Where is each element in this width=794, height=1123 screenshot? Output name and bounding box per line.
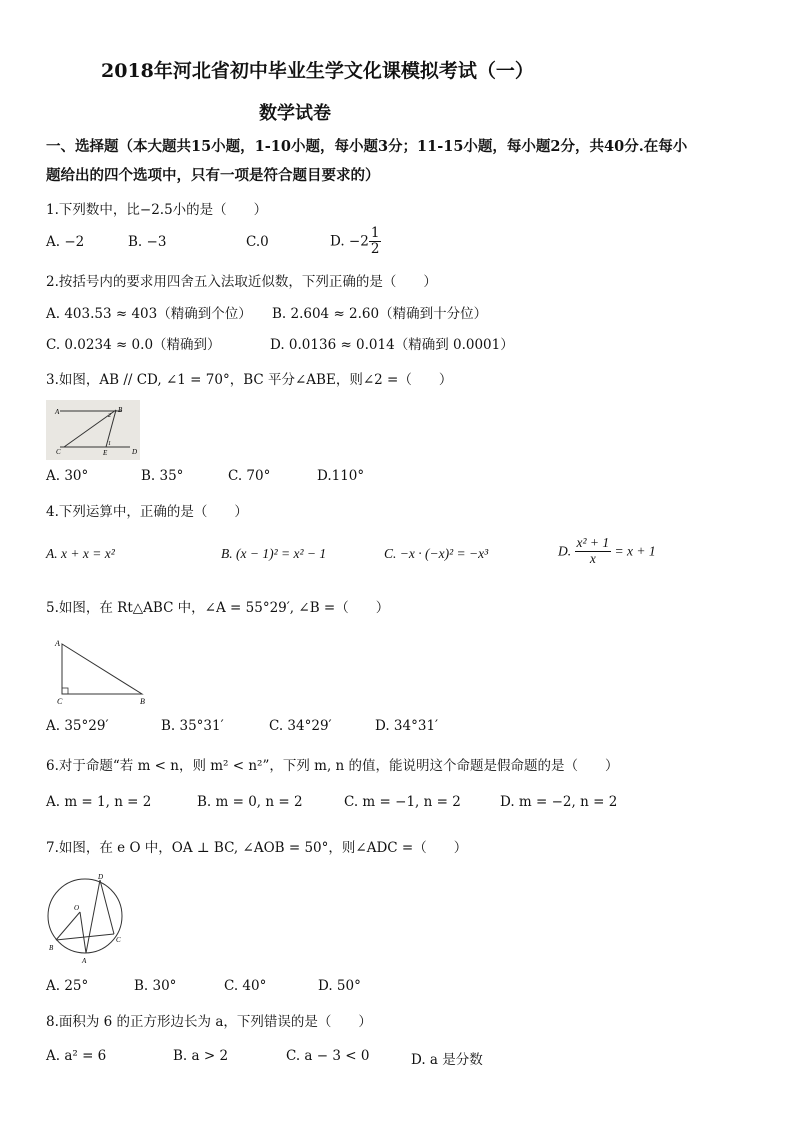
q6-stem: 6.对于命题“若 m < n，则 m² < n²”，下列 m, n 的值，能说明这个命题是假命题的是（ ） [46, 758, 619, 774]
q3-label-angle-1: 1 [108, 441, 111, 447]
q2-option-d: D. 0.0136 ≈ 0.014（精确到 0.0001） [270, 337, 514, 353]
q1-d-denominator: 2 [370, 240, 380, 257]
q3-figure-parallel-lines [46, 400, 140, 460]
q5-option-b: B. 35°31′ [161, 718, 224, 734]
q1-stem: 1.下列数中，比−2.5小的是（ ） [46, 202, 268, 218]
q5-right-angle-mark [62, 688, 68, 694]
q1-option-b: B. −3 [128, 234, 167, 250]
q8-option-d: D. a 是分数 [411, 1052, 483, 1068]
q8-option-a: A. a² = 6 [46, 1048, 107, 1064]
q7-chord-da [86, 880, 100, 953]
q7-radius-ob [56, 912, 80, 940]
q2-option-c: C. 0.0234 ≈ 0.0（精确到） [46, 337, 221, 353]
exam-subtitle: 数学试卷 [259, 103, 331, 124]
q2-option-b: B. 2.604 ≈ 2.60（精确到十分位） [272, 306, 488, 322]
q1-option-d-fraction [369, 226, 382, 257]
q7-option-a: A. 25° [46, 978, 89, 994]
q4-d-denominator: x [589, 550, 596, 566]
q8-option-b: B. a > 2 [173, 1048, 229, 1064]
q5-option-d: D. 34°31′ [375, 718, 439, 734]
q6-option-a: A. m = 1, n = 2 [46, 794, 152, 810]
q3-option-a: A. 30° [46, 468, 89, 484]
exam-title: 2018年河北省初中毕业生学文化课模拟考试（一） [101, 60, 534, 82]
section-heading-line-2: 题给出的四个选项中，只有一项是符合题目要求的） [46, 167, 380, 184]
q8-stem: 8.面积为 6 的正方形边长为 a，下列错误的是（ ） [46, 1014, 372, 1030]
q1-option-d-prefix: D. −2 [330, 233, 369, 250]
q4-option-d-prefix: D. [558, 543, 572, 559]
q7-figure-circle [44, 872, 126, 966]
q3-label-b: B [118, 406, 123, 414]
q7-option-b: B. 30° [134, 978, 177, 994]
q1-d-numerator: 1 [370, 225, 380, 241]
q7-label-a: A [82, 957, 87, 965]
q5-label-b: B [140, 697, 145, 706]
q3-option-d: D.110° [317, 468, 365, 484]
q3-label-e: E [103, 449, 108, 457]
q4-option-b: B. (x − 1)² = x² − 1 [221, 546, 327, 561]
q3-label-c: C [56, 448, 61, 456]
q3-label-angle-2: 2 [108, 413, 111, 419]
q7-label-d: D [98, 873, 104, 881]
q3-stem: 3.如图，AB // CD, ∠1 = 70°，BC 平分∠ABE，则∠2 =（ ） [46, 372, 453, 388]
q1-option-a: A. −2 [46, 234, 85, 250]
q2-option-a: A. 403.53 ≈ 403（精确到个位） [46, 306, 252, 322]
q3-option-b: B. 35° [141, 468, 184, 484]
q7-option-d: D. 50° [318, 978, 361, 994]
q7-label-c: C [116, 936, 121, 944]
q3-option-c: C. 70° [228, 468, 271, 484]
q7-label-o: O [74, 904, 80, 912]
section-heading-line-1: 一、选择题（本大题共15小题，1-10小题，每小题3分；11-15小题，每小题2分，共40分.在每小 [46, 138, 688, 155]
q5-label-c: C [57, 697, 63, 706]
q5-stem: 5.如图，在 Rt△ABC 中，∠A = 55°29′, ∠B =（ ） [46, 600, 390, 616]
q5-label-a: A [55, 639, 60, 648]
q6-option-d: D. m = −2, n = 2 [500, 794, 618, 810]
q7-radius-oa [80, 912, 86, 953]
q7-stem: 7.如图，在 e O 中，OA ⊥ BC, ∠AOB = 50°，则∠ADC =（ ） [46, 840, 468, 856]
q6-option-b: B. m = 0, n = 2 [197, 794, 303, 810]
q4-d-numerator: x² + 1 [576, 535, 610, 550]
q7-chord-dc [100, 880, 114, 934]
q1-option-d [330, 226, 381, 257]
q3-label-d: D [132, 448, 138, 456]
q7-option-c: C. 40° [224, 978, 267, 994]
q3-label-a: A [55, 408, 60, 416]
q5-option-c: C. 34°29′ [269, 718, 332, 734]
q8-option-c: C. a − 3 < 0 [286, 1048, 370, 1064]
q7-label-b: B [49, 944, 54, 952]
q4-option-d-suffix: = x + 1 [614, 543, 656, 559]
q5-option-a: A. 35°29′ [46, 718, 109, 734]
q5-triangle [62, 644, 142, 694]
q5-figure-right-triangle [50, 636, 154, 708]
q4-stem: 4.下列运算中，正确的是（ ） [46, 504, 248, 520]
q6-option-c: C. m = −1, n = 2 [344, 794, 461, 810]
q1-option-c: C.0 [246, 234, 269, 250]
q4-option-d-fraction [575, 536, 612, 567]
q4-option-a: A. x + x = x² [46, 546, 115, 561]
q2-stem: 2.按括号内的要求用四舍五入法取近似数，下列正确的是（ ） [46, 274, 437, 290]
q4-option-c: C. −x · (−x)² = −x³ [384, 546, 489, 561]
q7-chord-bc [56, 934, 114, 940]
q4-option-d [558, 536, 656, 567]
q7-circle-o [48, 879, 122, 953]
